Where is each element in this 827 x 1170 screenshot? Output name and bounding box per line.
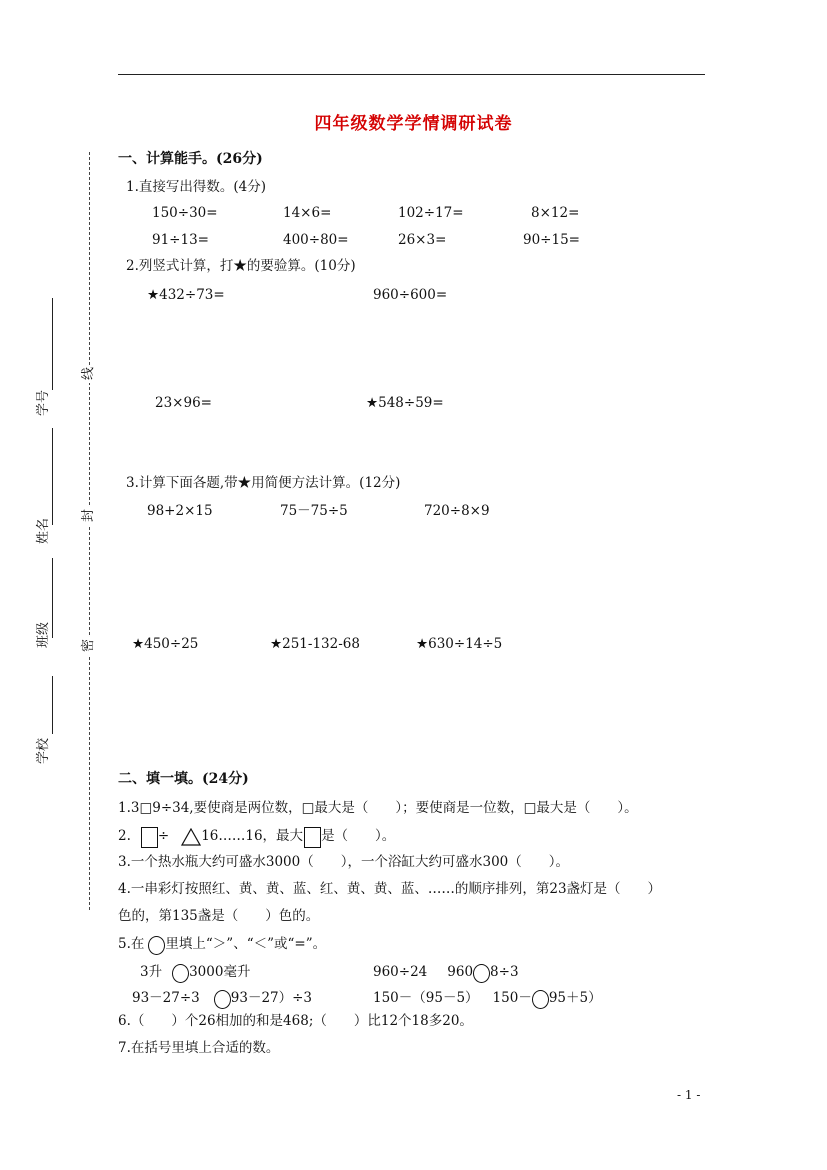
page-number: - 1 - (677, 1088, 701, 1102)
label-name: 姓名 (36, 518, 51, 545)
q3-item: 98+2×15 (147, 503, 213, 519)
q2-item: ★432÷73= (147, 287, 225, 303)
label-class: 班级 (36, 622, 51, 649)
top-rule (118, 74, 705, 75)
seal-mark-feng: 封 (82, 507, 95, 525)
q2-label (126, 260, 356, 274)
q2-item: ★548÷59= (366, 395, 444, 411)
q2-item: 960÷600= (373, 287, 448, 303)
star-icon: ★ (416, 636, 429, 652)
q3-label-pre: 3.计算下面各题,带 (126, 475, 238, 491)
s2-q3: 3.一个热水瓶大约可盛水3000（ ），一个浴缸大约可盛水300（ ）。 (118, 854, 570, 870)
s2-q5-a: 3升 3000毫升 (140, 963, 250, 983)
section1-heading: 一、计算能手。(26分) (118, 151, 263, 167)
circle-blank-icon (473, 964, 490, 983)
circle-blank-icon (532, 990, 549, 1009)
q1-item: 26×3= (398, 232, 447, 248)
q3-label (126, 477, 400, 491)
star-icon: ★ (233, 258, 247, 274)
star-icon: ★ (270, 636, 283, 652)
s2-q5-c: 93－27÷3 93－27）÷3 (132, 989, 312, 1009)
q3-item: 75－75÷5 (280, 503, 348, 519)
q1-item: 14×6= (283, 205, 332, 221)
circle-blank-icon (148, 936, 165, 955)
s2-q6: 6.（ ）个26相加的和是468;（ ）比12个18多20。 (118, 1013, 473, 1029)
s2-q1: 1.3□9÷34,要使商是两位数，□最大是（ ）；要使商是一位数，□最大是（ ）。 (118, 800, 638, 816)
label-school: 学校 (36, 738, 51, 765)
s2-q4-line1: 4.一串彩灯按照红、黄、黄、蓝、红、黄、黄、蓝、……的顺序排列，第23盏灯是（ ） (118, 881, 662, 897)
s2-q4-line2: 色的，第135盏是（ ）色的。 (118, 908, 320, 924)
seal-mark-xian: 线 (82, 365, 95, 383)
label-number: 学号 (36, 390, 51, 417)
circle-blank-icon (172, 964, 189, 983)
s2-q5-b: 960÷24 960 8÷3 (373, 963, 519, 983)
q2-label-pre: 2.列竖式计算，打 (126, 258, 234, 274)
q2-label-post: 的要验算。(10分) (246, 258, 356, 274)
star-icon: ★ (132, 636, 145, 652)
s2-q2: 2. ÷ 16……16，最大 是（ ）。 (118, 826, 395, 848)
s2-q7: 7.在括号里填上合适的数。 (118, 1040, 280, 1056)
name-blank-line (52, 428, 53, 525)
q1-item: 102÷17= (398, 205, 464, 221)
q3-item: 720÷8×9 (424, 503, 490, 519)
q2-item: 23×96= (155, 395, 212, 411)
q3-label-post: 用简便方法计算。(12分) (251, 475, 401, 491)
square-box-icon (141, 827, 158, 848)
q3-item: ★630÷14÷5 (416, 636, 503, 652)
square-box-icon (304, 827, 321, 848)
section2-heading: 二、填一填。(24分) (118, 771, 249, 787)
star-icon: ★ (237, 475, 252, 491)
triangle-icon (181, 828, 201, 846)
q1-item: 150÷30= (152, 205, 218, 221)
seal-mark-mi: 密 (82, 637, 95, 655)
school-blank-line (52, 676, 53, 734)
q1-item: 8×12= (531, 205, 580, 221)
seal-dashed-line (89, 152, 90, 910)
q3-item: ★251-132-68 (270, 636, 360, 652)
s2-q5: 5.在 里填上“＞”、“＜”或“=”。 (118, 935, 326, 955)
star-icon: ★ (147, 287, 160, 303)
page-title: 四年级数学学情调研试卷 (314, 114, 513, 134)
number-blank-line (52, 298, 53, 390)
star-icon: ★ (366, 395, 379, 411)
q1-label: 1.直接写出得数。(4分) (126, 179, 267, 195)
q1-item: 400÷80= (283, 232, 349, 248)
q1-item: 91÷13= (152, 232, 209, 248)
q1-item: 90÷15= (523, 232, 580, 248)
circle-blank-icon (214, 990, 231, 1009)
q3-item: ★450÷25 (132, 636, 199, 652)
s2-q5-d: 150－（95－5） 150－ 95＋5） (373, 989, 602, 1009)
